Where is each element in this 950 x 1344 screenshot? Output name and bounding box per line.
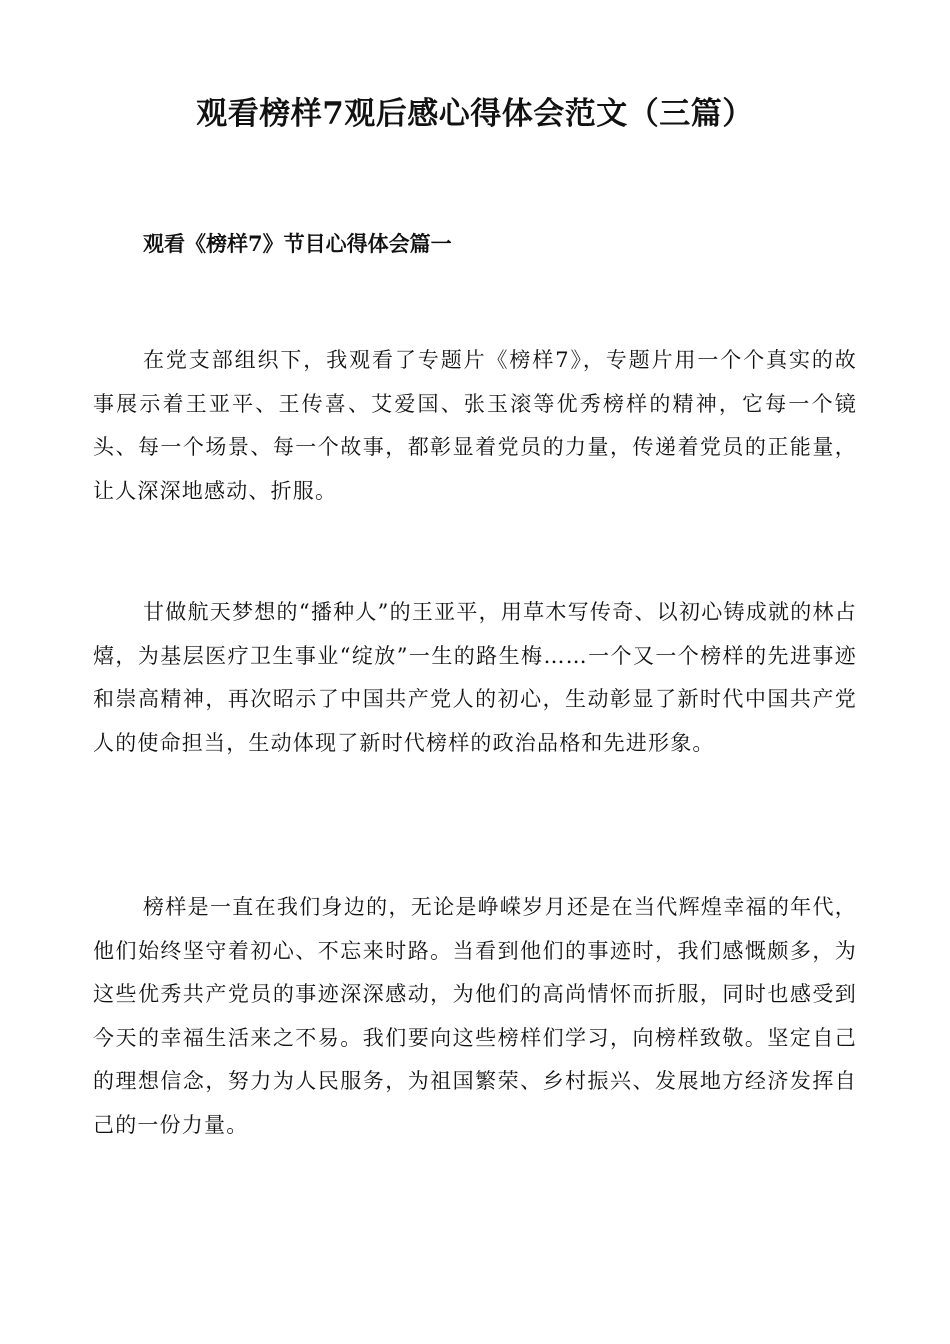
- document-title: 观看榜样7观后感心得体会范文（三篇）: [196, 96, 754, 132]
- body-paragraph-2: 甘做航天梦想的“播种人”的王亚平，用草木写传奇、以初心铸成就的林占熺，为基层医疗卫生事业“绽放”一生的路生梅……一个又一个榜样的先进事迹和崇高精神，再次昭示了中国共产党人的初心，生动彰显了新时代中国共产党人的使命担当，生动体现了新时代榜样的政治品格和先进形象。: [93, 600, 857, 755]
- body-paragraph-1: 在党支部组织下，我观看了专题片《榜样7》，专题片用一个个真实的故事展示着王亚平、王传喜、艾爱国、张玉滚等优秀榜样的精神，它每一个镜头、每一个场景、每一个故事，都彰显着党员的力量，传递着党员的正能量，让人深深地感动、折服。: [93, 348, 857, 503]
- section-heading: 观看《榜样7》节目心得体会篇一: [143, 231, 452, 256]
- body-paragraph-3: 榜样是一直在我们身边的，无论是峥嵘岁月还是在当代辉煌幸福的年代，他们始终坚守着初心、不忘来时路。当看到他们的事迹时，我们感慨颇多，为这些优秀共产党员的事迹深深感动，为他们的高尚情怀而折服，同时也感受到今天的幸福生活来之不易。我们要向这些榜样们学习，向榜样致敬。坚定自己的理想信念，努力为人民服务，为祖国繁荣、乡村振兴、发展地方经济发挥自己的一份力量。: [93, 895, 857, 1137]
